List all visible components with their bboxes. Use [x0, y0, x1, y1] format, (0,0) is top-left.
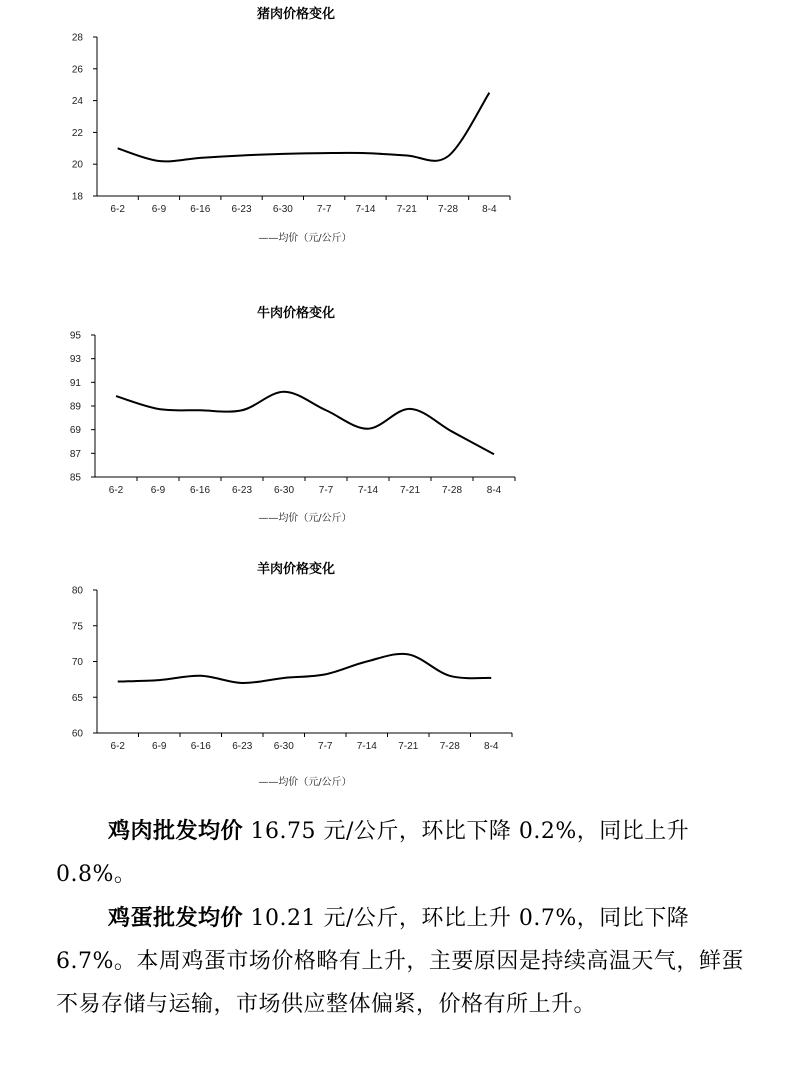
y-tick-label: 20: [71, 159, 83, 171]
x-tick-label: 7-21: [399, 485, 421, 496]
x-tick-label: 7-21: [396, 204, 417, 215]
y-tick-label: 80: [71, 585, 83, 597]
x-tick-label: 7-7: [318, 485, 334, 496]
y-tick-label: 60: [71, 728, 83, 740]
x-tick-label: 6-23: [231, 485, 253, 496]
x-tick-label: 7-21: [398, 741, 419, 752]
y-tick-label: 95: [69, 330, 81, 342]
y-tick-label: 85: [69, 472, 81, 484]
x-tick-label: 7-14: [355, 204, 376, 215]
y-tick-label: 91: [69, 377, 81, 389]
x-tick-label: 7-28: [438, 204, 459, 215]
chicken-paragraph: [56, 810, 756, 896]
chart-legend: ——均价（元/公斤）: [258, 233, 352, 244]
x-tick-label: 7-14: [357, 485, 379, 496]
y-tick-label: 93: [69, 354, 81, 366]
y-tick-label: 69: [69, 425, 81, 437]
beef-chart-svg: [0, 295, 540, 535]
x-tick-label: 7-28: [441, 485, 463, 496]
mutton-chart-svg: [0, 550, 540, 795]
paragraph-lead: 鸡蛋批发均价: [108, 905, 244, 931]
x-tick-label: 7-28: [439, 741, 460, 752]
x-tick-label: 7-14: [356, 741, 377, 752]
y-tick-label: 70: [71, 657, 83, 668]
y-tick-label: 89: [69, 401, 81, 413]
x-tick-label: 7-7: [318, 741, 333, 752]
x-tick-label: 6-23: [231, 204, 252, 215]
y-tick-label: 65: [71, 692, 83, 704]
y-tick-label: 22: [71, 127, 83, 139]
paragraph-lead: 鸡肉批发均价: [108, 818, 244, 844]
x-tick-label: 8-4: [486, 485, 502, 496]
y-tick-label: 75: [71, 621, 83, 633]
x-tick-label: 6-16: [189, 485, 211, 496]
egg-paragraph: [56, 897, 756, 1026]
x-tick-label: 6-9: [150, 485, 166, 496]
x-tick-label: 6-23: [232, 741, 253, 752]
series-line: [116, 392, 494, 454]
x-tick-label: 6-30: [273, 485, 295, 496]
y-tick-label: 87: [69, 448, 81, 460]
y-tick-label: 18: [71, 191, 83, 203]
x-tick-label: 6-16: [190, 204, 211, 215]
y-tick-label: 24: [71, 96, 83, 108]
x-tick-label: 6-2: [110, 204, 125, 215]
mutton-price-chart: [0, 550, 540, 795]
chart-title: 牛肉价格变化: [256, 306, 336, 321]
x-tick-label: 6-30: [273, 741, 294, 752]
x-tick-label: 6-9: [151, 204, 167, 215]
y-tick-label: 26: [71, 64, 83, 76]
paragraph-text: 10.21 元/公斤，环比上升 0.7%，同比下降 6.7%。本周鸡蛋市场价格略有上升，主要原因是持续高温天气，鲜蛋不易存储与运输，市场供应整体偏紧，价格有所上升。: [56, 906, 744, 1017]
chart-title: 猪肉价格变化: [256, 7, 336, 22]
x-tick-label: 8-4: [482, 204, 497, 215]
x-tick-label: 6-2: [110, 741, 125, 752]
pork-price-chart: [0, 0, 540, 260]
x-tick-label: 6-9: [152, 741, 167, 752]
x-tick-label: 6-16: [190, 741, 211, 752]
series-line: [118, 654, 492, 683]
chart-legend: ——均价（元/公斤）: [258, 777, 352, 788]
x-tick-label: 7-7: [316, 204, 332, 215]
chart-legend: ——均价（元/公斤）: [258, 513, 352, 524]
x-tick-label: 6-2: [108, 485, 124, 496]
series-line: [118, 93, 490, 162]
x-tick-label: 6-30: [272, 204, 293, 215]
y-tick-label: 28: [71, 32, 83, 44]
paragraph-text: 16.75 元/公斤，环比下降 0.2%，同比上升 0.8%。: [56, 819, 690, 887]
x-tick-label: 8-4: [484, 741, 499, 752]
beef-price-chart: [0, 295, 540, 535]
chart-title: 羊肉价格变化: [256, 562, 336, 577]
pork-chart-svg: [0, 0, 540, 260]
